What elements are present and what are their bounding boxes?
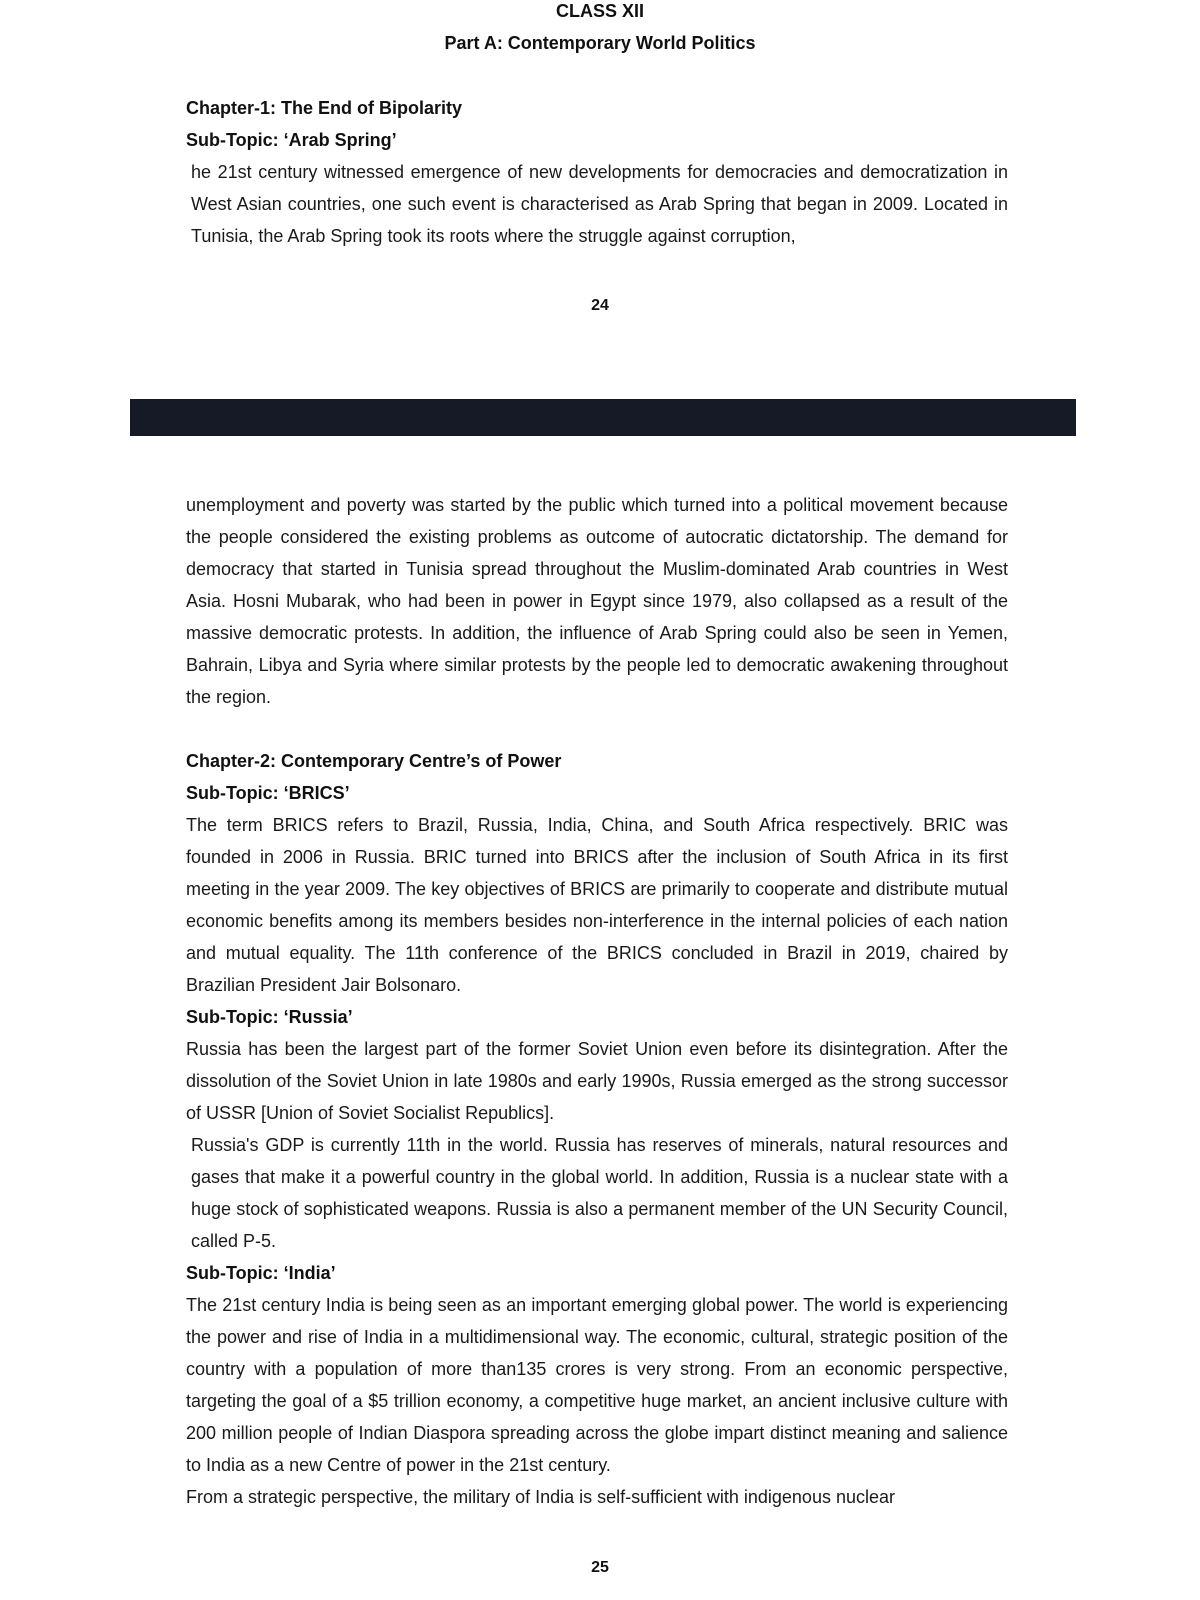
chapter-2-heading: Chapter-2: Contemporary Centre’s of Power	[186, 751, 562, 771]
subtopic-arab-spring: Sub-Topic: ‘Arab Spring’	[186, 130, 397, 150]
page-24-body	[186, 92, 1008, 252]
part-title: Part A: Contemporary World Politics	[444, 33, 756, 53]
section-gap	[186, 713, 1008, 745]
india-paragraph-1: The 21st century India is being seen as an important emerging global power. The world is experiencing the power and rise of India in a multidimensional way. The economic, cultural, strategic position of the country with a population of more than135 crores is very strong. From an economic perspective, targeting the goal of a $5 trillion economy, a competitive huge market, an ancient inclusive culture with 200 million people of Indian Diaspora spreading across the globe impart distinct meaning and salience to India as a new Centre of power in the 21st century.	[186, 1295, 1008, 1475]
page-number-25: 25	[591, 1559, 609, 1576]
chapter-1-heading: Chapter-1: The End of Bipolarity	[186, 98, 463, 118]
page-break-bar	[130, 399, 1076, 436]
russia-paragraph-1: Russia has been the largest part of the former Soviet Union even before its disintegration. After the dissolution of the Soviet Union in late 1980s and early 1990s, Russia emerged as the strong successor of USSR [Union of Soviet Socialist Republics].	[186, 1039, 1008, 1123]
russia-paragraph-2: Russia's GDP is currently 11th in the world. Russia has reserves of minerals, natural resources and gases that make it a powerful country in the global world. In addition, Russia is a nuclear state with a huge stock of sophisticated weapons. Russia is also a permanent member of the UN Security Council, called P-5.	[191, 1135, 1008, 1251]
subtopic-india: Sub-Topic: ‘India’	[186, 1263, 336, 1283]
arab-spring-paragraph-2: unemployment and poverty was started by the public which turned into a political movement because the people considered the existing problems as outcome of autocratic dictatorship. The demand for democracy that started in Tunisia spread throughout the Muslim-dominated Arab countries in West Asia. Hosni Mubarak, who had been in power in Egypt since 1979, also collapsed as a result of the massive democratic protests. In addition, the influence of Arab Spring could also be seen in Yemen, Bahrain, Libya and Syria where similar protests by the people led to democratic awakening throughout the region.	[186, 495, 1008, 707]
india-paragraph-2: From a strategic perspective, the military of India is self-sufficient with indigenous nuclear	[186, 1487, 895, 1507]
page-25-body	[186, 489, 1008, 1513]
subtopic-russia: Sub-Topic: ‘Russia’	[186, 1007, 353, 1027]
arab-spring-paragraph-1: he 21st century witnessed emergence of new developments for democracies and democratization in West Asian countries, one such event is characterised as Arab Spring that began in 2009. Located in Tunisia, the Arab Spring took its roots where the struggle against corruption,	[191, 162, 1008, 246]
class-title: CLASS XII	[555, 1, 644, 21]
brics-paragraph: The term BRICS refers to Brazil, Russia, India, China, and South Africa respectively. BRIC was founded in 2006 in Russia. BRIC turned into BRICS after the inclusion of South Africa in its first meeting in the year 2009. The key objectives of BRICS are primarily to cooperate and distribute mutual economic benefits among its members besides non-interference in the internal policies of each nation and mutual equality. The 11th conference of the BRICS concluded in Brazil in 2019, chaired by Brazilian President Jair Bolsonaro.	[186, 815, 1008, 995]
page-number-24: 24	[591, 297, 609, 314]
subtopic-brics: Sub-Topic: ‘BRICS’	[186, 783, 350, 803]
